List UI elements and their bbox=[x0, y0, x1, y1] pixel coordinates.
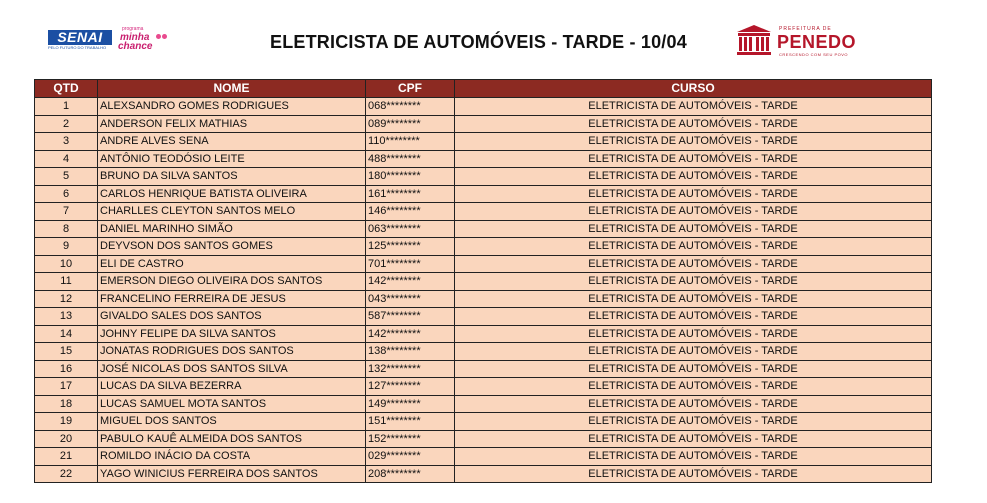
cell-nome: LUCAS SAMUEL MOTA SANTOS bbox=[98, 395, 366, 413]
cell-qtd: 22 bbox=[35, 465, 98, 483]
cell-cpf: 043******** bbox=[366, 290, 455, 308]
cell-qtd: 1 bbox=[35, 98, 98, 116]
cell-qtd: 5 bbox=[35, 168, 98, 186]
cell-nome: CHARLLES CLEYTON SANTOS MELO bbox=[98, 203, 366, 221]
cell-cpf: 701******** bbox=[366, 255, 455, 273]
table-row bbox=[35, 290, 932, 308]
page-title: ELETRICISTA DE AUTOMÓVEIS - TARDE - 10/04 bbox=[270, 32, 687, 52]
table-row bbox=[35, 378, 932, 396]
cell-curso: ELETRICISTA DE AUTOMÓVEIS - TARDE bbox=[455, 98, 932, 116]
cell-curso: ELETRICISTA DE AUTOMÓVEIS - TARDE bbox=[455, 273, 932, 291]
senai-logo-text: SENAI bbox=[48, 30, 112, 45]
cell-nome: JONATAS RODRIGUES DOS SANTOS bbox=[98, 343, 366, 361]
table-row bbox=[35, 150, 932, 168]
column-header-qtd: QTD bbox=[35, 80, 98, 98]
table-row bbox=[35, 238, 932, 256]
cell-cpf: 151******** bbox=[366, 413, 455, 431]
table-row bbox=[35, 168, 932, 186]
cell-curso: ELETRICISTA DE AUTOMÓVEIS - TARDE bbox=[455, 325, 932, 343]
cell-qtd: 9 bbox=[35, 238, 98, 256]
minha-chance-logo bbox=[116, 26, 172, 54]
cell-curso: ELETRICISTA DE AUTOMÓVEIS - TARDE bbox=[455, 220, 932, 238]
cell-qtd: 10 bbox=[35, 255, 98, 273]
cell-curso: ELETRICISTA DE AUTOMÓVEIS - TARDE bbox=[455, 465, 932, 483]
cell-cpf: 068******** bbox=[366, 98, 455, 116]
cell-nome: CARLOS HENRIQUE BATISTA OLIVEIRA bbox=[98, 185, 366, 203]
table-row bbox=[35, 343, 932, 361]
cell-qtd: 15 bbox=[35, 343, 98, 361]
minha-chance-line1: minha bbox=[120, 32, 150, 43]
cell-qtd: 16 bbox=[35, 360, 98, 378]
cell-nome: ALEXSANDRO GOMES RODRIGUES bbox=[98, 98, 366, 116]
cell-cpf: 029******** bbox=[366, 448, 455, 466]
cell-cpf: 138******** bbox=[366, 343, 455, 361]
penedo-slogan: CRESCENDO COM SEU POVO bbox=[779, 52, 849, 57]
cell-cpf: 142******** bbox=[366, 325, 455, 343]
cell-qtd: 21 bbox=[35, 448, 98, 466]
cell-cpf: 127******** bbox=[366, 378, 455, 396]
penedo-name: PENEDO bbox=[777, 32, 857, 52]
cell-nome: BRUNO DA SILVA SANTOS bbox=[98, 168, 366, 186]
cell-nome: FRANCELINO FERREIRA DE JESUS bbox=[98, 290, 366, 308]
table-row bbox=[35, 465, 932, 483]
cell-curso: ELETRICISTA DE AUTOMÓVEIS - TARDE bbox=[455, 168, 932, 186]
cell-qtd: 13 bbox=[35, 308, 98, 326]
cell-nome: ANDRE ALVES SENA bbox=[98, 133, 366, 151]
cell-curso: ELETRICISTA DE AUTOMÓVEIS - TARDE bbox=[455, 203, 932, 221]
table-row bbox=[35, 430, 932, 448]
cell-nome: DEYVSON DOS SANTOS GOMES bbox=[98, 238, 366, 256]
cell-nome: MIGUEL DOS SANTOS bbox=[98, 413, 366, 431]
cell-cpf: 089******** bbox=[366, 115, 455, 133]
table-row bbox=[35, 325, 932, 343]
cell-qtd: 19 bbox=[35, 413, 98, 431]
cell-curso: ELETRICISTA DE AUTOMÓVEIS - TARDE bbox=[455, 255, 932, 273]
cell-nome: EMERSON DIEGO OLIVEIRA DOS SANTOS bbox=[98, 273, 366, 291]
cell-qtd: 3 bbox=[35, 133, 98, 151]
minha-chance-programa: programa bbox=[122, 26, 144, 32]
cell-cpf: 132******** bbox=[366, 360, 455, 378]
cell-curso: ELETRICISTA DE AUTOMÓVEIS - TARDE bbox=[455, 343, 932, 361]
table-row bbox=[35, 133, 932, 151]
cell-curso: ELETRICISTA DE AUTOMÓVEIS - TARDE bbox=[455, 290, 932, 308]
cell-nome: ANTÔNIO TEODÓSIO LEITE bbox=[98, 150, 366, 168]
penedo-prefeitura-label: PREFEITURA DE bbox=[779, 26, 832, 32]
table-row bbox=[35, 395, 932, 413]
cell-nome: PABULO KAUÊ ALMEIDA DOS SANTOS bbox=[98, 430, 366, 448]
cell-qtd: 12 bbox=[35, 290, 98, 308]
senai-tagline: PELO FUTURO DO TRABALHO bbox=[48, 45, 107, 50]
cell-nome: LUCAS DA SILVA BEZERRA bbox=[98, 378, 366, 396]
cell-cpf: 587******** bbox=[366, 308, 455, 326]
cell-qtd: 8 bbox=[35, 220, 98, 238]
table-row bbox=[35, 185, 932, 203]
cell-curso: ELETRICISTA DE AUTOMÓVEIS - TARDE bbox=[455, 115, 932, 133]
penedo-logo bbox=[735, 24, 857, 60]
cell-nome: JOSÉ NICOLAS DOS SANTOS SILVA bbox=[98, 360, 366, 378]
column-header-curso: CURSO bbox=[455, 80, 932, 98]
cell-cpf: 180******** bbox=[366, 168, 455, 186]
cell-cpf: 125******** bbox=[366, 238, 455, 256]
cell-nome: DANIEL MARINHO SIMÃO bbox=[98, 220, 366, 238]
table-row bbox=[35, 220, 932, 238]
cell-nome: ANDERSON FELIX MATHIAS bbox=[98, 115, 366, 133]
cell-curso: ELETRICISTA DE AUTOMÓVEIS - TARDE bbox=[455, 378, 932, 396]
cell-nome: YAGO WINICIUS FERREIRA DOS SANTOS bbox=[98, 465, 366, 483]
cell-nome: GIVALDO SALES DOS SANTOS bbox=[98, 308, 366, 326]
cell-curso: ELETRICISTA DE AUTOMÓVEIS - TARDE bbox=[455, 430, 932, 448]
cell-cpf: 142******** bbox=[366, 273, 455, 291]
cell-cpf: 146******** bbox=[366, 203, 455, 221]
cell-nome: ROMILDO INÁCIO DA COSTA bbox=[98, 448, 366, 466]
cell-cpf: 152******** bbox=[366, 430, 455, 448]
cell-cpf: 149******** bbox=[366, 395, 455, 413]
cell-curso: ELETRICISTA DE AUTOMÓVEIS - TARDE bbox=[455, 360, 932, 378]
table-row bbox=[35, 98, 932, 116]
minha-chance-dots-icon bbox=[156, 26, 168, 44]
cell-qtd: 6 bbox=[35, 185, 98, 203]
cell-curso: ELETRICISTA DE AUTOMÓVEIS - TARDE bbox=[455, 413, 932, 431]
cell-curso: ELETRICISTA DE AUTOMÓVEIS - TARDE bbox=[455, 448, 932, 466]
cell-qtd: 4 bbox=[35, 150, 98, 168]
minha-chance-line2: chance bbox=[118, 41, 153, 52]
cell-qtd: 7 bbox=[35, 203, 98, 221]
cell-curso: ELETRICISTA DE AUTOMÓVEIS - TARDE bbox=[455, 308, 932, 326]
senai-logo bbox=[48, 30, 116, 52]
cell-cpf: 161******** bbox=[366, 185, 455, 203]
cell-cpf: 063******** bbox=[366, 220, 455, 238]
cell-nome: JOHNY FELIPE DA SILVA SANTOS bbox=[98, 325, 366, 343]
page-header bbox=[0, 0, 987, 76]
cell-qtd: 18 bbox=[35, 395, 98, 413]
table-row bbox=[35, 448, 932, 466]
cell-qtd: 20 bbox=[35, 430, 98, 448]
table-row bbox=[35, 308, 932, 326]
table-row bbox=[35, 115, 932, 133]
cell-nome: ELI DE CASTRO bbox=[98, 255, 366, 273]
cell-curso: ELETRICISTA DE AUTOMÓVEIS - TARDE bbox=[455, 133, 932, 151]
cell-curso: ELETRICISTA DE AUTOMÓVEIS - TARDE bbox=[455, 238, 932, 256]
cell-curso: ELETRICISTA DE AUTOMÓVEIS - TARDE bbox=[455, 395, 932, 413]
table-row bbox=[35, 255, 932, 273]
students-table bbox=[34, 79, 932, 483]
column-header-nome: NOME bbox=[98, 80, 366, 98]
table-row bbox=[35, 203, 932, 221]
cell-cpf: 488******** bbox=[366, 150, 455, 168]
cell-qtd: 11 bbox=[35, 273, 98, 291]
cell-cpf: 208******** bbox=[366, 465, 455, 483]
cell-qtd: 2 bbox=[35, 115, 98, 133]
table-row bbox=[35, 413, 932, 431]
cell-curso: ELETRICISTA DE AUTOMÓVEIS - TARDE bbox=[455, 185, 932, 203]
cell-qtd: 14 bbox=[35, 325, 98, 343]
table-row bbox=[35, 273, 932, 291]
column-header-cpf: CPF bbox=[366, 80, 455, 98]
city-hall-icon bbox=[735, 24, 773, 56]
cell-cpf: 110******** bbox=[366, 133, 455, 151]
cell-curso: ELETRICISTA DE AUTOMÓVEIS - TARDE bbox=[455, 150, 932, 168]
cell-qtd: 17 bbox=[35, 378, 98, 396]
table-header-row bbox=[35, 80, 932, 98]
table-row bbox=[35, 360, 932, 378]
